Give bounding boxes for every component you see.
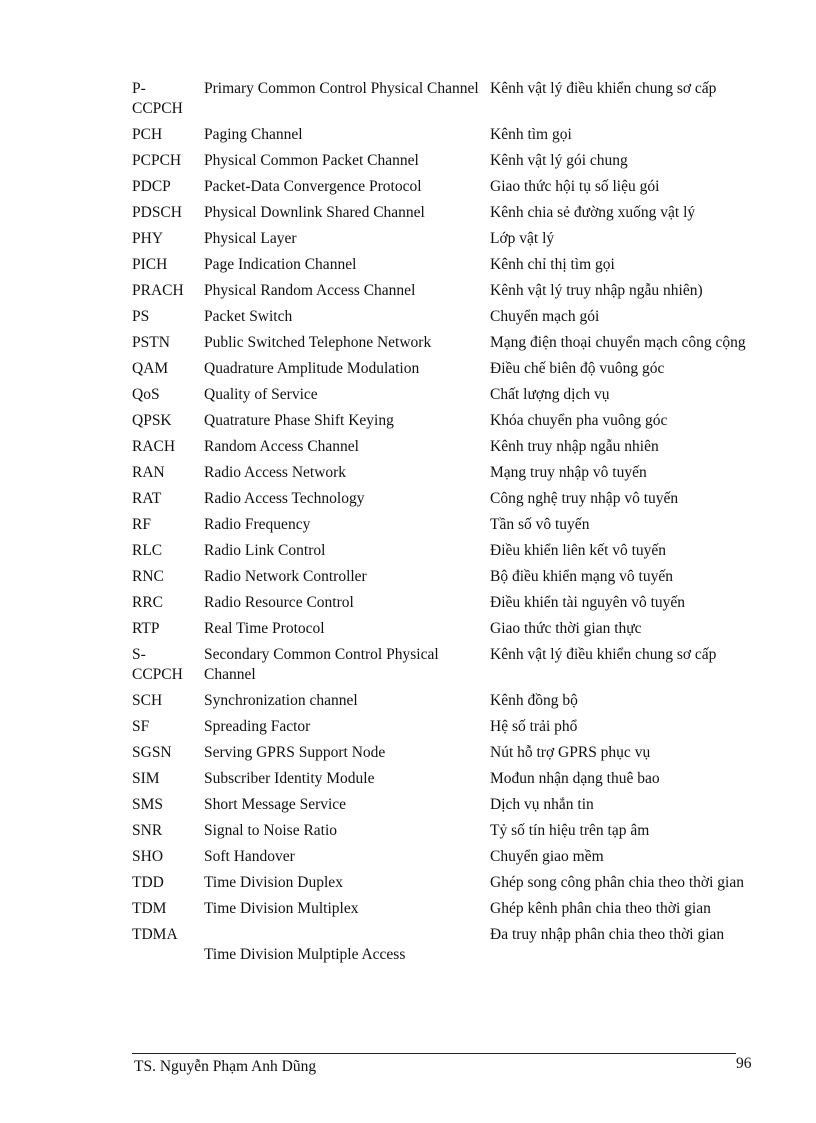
abbreviation-cell: QPSK (132, 412, 172, 429)
abbreviation-cell: PDCP (132, 178, 171, 195)
english-term-cell: Paging Channel (204, 126, 303, 143)
vietnamese-term-cell: Công nghệ truy nhập vô tuyến (490, 490, 679, 507)
vietnamese-term-cell: Đa truy nhập phân chia theo thời gian (490, 926, 725, 943)
vietnamese-term-cell: Điều khiển tài nguyên vô tuyến (490, 594, 685, 611)
vietnamese-term-cell: Khóa chuyển pha vuông góc (490, 412, 668, 429)
english-term-cell: Physical Common Packet Channel (204, 152, 419, 169)
table-row (132, 645, 762, 691)
abbreviation-cell: RTP (132, 620, 160, 637)
abbreviation-cell: PSTN (132, 334, 170, 351)
english-term-cell: Time Division Duplex (204, 874, 343, 891)
abbreviation-cell: TDD (132, 874, 164, 891)
vietnamese-term-cell: Lớp vật lý (490, 230, 555, 247)
table-row (132, 925, 762, 971)
abbreviation-cell: SNR (132, 822, 163, 839)
english-term-cell: Signal to Noise Ratio (204, 822, 338, 839)
abbreviation-cell: SF (132, 718, 150, 735)
table-row (132, 717, 762, 743)
abbreviation-cell: QAM (132, 360, 169, 377)
abbreviation-cell: S- CCPCH (132, 646, 183, 683)
english-term-cell: Radio Frequency (204, 516, 311, 533)
english-term-cell: Radio Link Control (204, 542, 326, 559)
vietnamese-term-cell: Mođun nhận dạng thuê bao (490, 770, 660, 787)
table-row (132, 79, 762, 125)
abbreviation-cell: RRC (132, 594, 164, 611)
abbreviation-cell: PCH (132, 126, 163, 143)
english-term-cell: Short Message Service (204, 796, 347, 813)
abbreviation-cell: SMS (132, 796, 164, 813)
vietnamese-term-cell: Mạng truy nhập vô tuyến (490, 464, 647, 481)
footer-author: TS. Nguyễn Phạm Anh Dũng (134, 1058, 317, 1075)
english-term-cell: Serving GPRS Support Node (204, 744, 386, 761)
abbreviation-cell: PICH (132, 256, 168, 273)
abbreviation-cell: SHO (132, 848, 164, 865)
table-row (132, 177, 762, 203)
english-term-cell: Packet Switch (204, 308, 293, 325)
table-row (132, 307, 762, 333)
vietnamese-term-cell: Kênh chỉ thị tìm gọi (490, 256, 615, 273)
vietnamese-term-cell: Kênh truy nhập ngẫu nhiên (490, 438, 659, 455)
english-term-cell: Spreading Factor (204, 718, 311, 735)
english-term-cell: Quatrature Phase Shift Keying (204, 412, 394, 429)
table-row (132, 281, 762, 307)
table-row (132, 359, 762, 385)
english-term-cell: Radio Network Controller (204, 568, 367, 585)
vietnamese-term-cell: Kênh vật lý điều khiển chung sơ cấp (490, 646, 717, 663)
page-number: 96 (736, 1055, 752, 1072)
vietnamese-term-cell: Kênh tìm gọi (490, 126, 572, 143)
english-term-cell: Synchronization channel (204, 692, 358, 709)
english-term-cell: Soft Handover (204, 848, 295, 865)
table-row (132, 795, 762, 821)
abbreviation-cell: PDSCH (132, 204, 182, 221)
abbreviation-cell: SGSN (132, 744, 172, 761)
table-row (132, 151, 762, 177)
abbreviation-cell: RLC (132, 542, 163, 559)
english-term-cell: Radio Access Network (204, 464, 347, 481)
table-row (132, 899, 762, 925)
abbreviation-cell: P- CCPCH (132, 80, 183, 117)
english-term-cell: Physical Downlink Shared Channel (204, 204, 425, 221)
english-term-cell: Random Access Channel (204, 438, 359, 455)
vietnamese-term-cell: Ghép kênh phân chia theo thời gian (490, 900, 711, 917)
english-term-cell: Packet-Data Convergence Protocol (204, 178, 422, 195)
table-row (132, 255, 762, 281)
english-term-cell: Secondary Common Control Physical Channel (204, 646, 439, 683)
table-row (132, 411, 762, 437)
abbreviation-cell: PRACH (132, 282, 184, 299)
abbreviation-cell: PS (132, 308, 150, 325)
table-row (132, 873, 762, 899)
table-row (132, 125, 762, 151)
table-row (132, 229, 762, 255)
vietnamese-term-cell: Chất lượng dịch vụ (490, 386, 610, 403)
footer-divider (132, 1053, 736, 1054)
vietnamese-term-cell: Bộ điều khiển mạng vô tuyến (490, 568, 673, 585)
abbreviation-cell: SIM (132, 770, 160, 787)
abbreviation-cell: TDM (132, 900, 167, 917)
vietnamese-term-cell: Kênh vật lý truy nhập ngẫu nhiên) (490, 282, 703, 299)
vietnamese-term-cell: Nút hỗ trợ GPRS phục vụ (490, 744, 651, 761)
vietnamese-term-cell: Kênh đồng bộ (490, 692, 578, 709)
vietnamese-term-cell: Tần số vô tuyến (490, 516, 590, 533)
vietnamese-term-cell: Kênh chia sẻ đường xuống vật lý (490, 204, 696, 221)
table-row (132, 593, 762, 619)
table-row (132, 203, 762, 229)
table-row (132, 821, 762, 847)
english-term-cell: Radio Access Technology (204, 490, 365, 507)
table-row (132, 463, 762, 489)
abbreviation-cell: SCH (132, 692, 163, 709)
abbreviation-cell: QoS (132, 386, 160, 403)
abbreviation-cell: PHY (132, 230, 164, 247)
table-row (132, 385, 762, 411)
table-row (132, 489, 762, 515)
english-term-cell: Real Time Protocol (204, 620, 325, 637)
vietnamese-term-cell: Kênh vật lý điều khiển chung sơ cấp (490, 80, 717, 97)
english-term-cell: Time Division Mulptiple Access (204, 946, 406, 963)
vietnamese-term-cell: Điều chế biên độ vuông góc (490, 360, 665, 377)
english-term-cell: Physical Layer (204, 230, 297, 247)
abbreviation-table-body (132, 79, 762, 971)
abbreviation-cell: RAN (132, 464, 165, 481)
abbreviation-cell: TDMA (132, 926, 178, 943)
english-term-cell: Radio Resource Control (204, 594, 354, 611)
abbreviation-cell: RACH (132, 438, 176, 455)
vietnamese-term-cell: Giao thức hội tụ số liệu gói (490, 178, 660, 195)
vietnamese-term-cell: Điều khiển liên kết vô tuyến (490, 542, 667, 559)
english-term-cell: Quadrature Amplitude Modulation (204, 360, 420, 377)
vietnamese-term-cell: Hệ số trải phổ (490, 718, 578, 735)
vietnamese-term-cell: Mạng điện thoại chuyển mạch công cộng (490, 334, 746, 351)
english-term-cell: Primary Common Control Physical Channel (204, 80, 479, 97)
english-term-cell: Public Switched Telephone Network (204, 334, 432, 351)
table-row (132, 567, 762, 593)
english-term-cell: Physical Random Access Channel (204, 282, 416, 299)
table-row (132, 619, 762, 645)
vietnamese-term-cell: Kênh vật lý gói chung (490, 152, 628, 169)
abbreviation-cell: RNC (132, 568, 164, 585)
table-row (132, 333, 762, 359)
table-row (132, 437, 762, 463)
english-term-cell: Quality of Service (204, 386, 318, 403)
table-row (132, 691, 762, 717)
english-term-cell: Page Indication Channel (204, 256, 357, 273)
vietnamese-term-cell: Tỷ số tín hiệu trên tạp âm (490, 822, 650, 839)
table-row (132, 541, 762, 567)
abbreviation-cell: PCPCH (132, 152, 182, 169)
table-row (132, 743, 762, 769)
abbreviation-cell: RAT (132, 490, 162, 507)
english-term-cell: Time Division Multiplex (204, 900, 359, 917)
abbreviation-cell: RF (132, 516, 151, 533)
table-row (132, 847, 762, 873)
vietnamese-term-cell: Chuyển mạch gói (490, 308, 600, 325)
vietnamese-term-cell: Dịch vụ nhắn tin (490, 796, 594, 813)
vietnamese-term-cell: Chuyển giao mềm (490, 848, 604, 865)
vietnamese-term-cell: Giao thức thời gian thực (490, 620, 642, 637)
english-term-cell: Subscriber Identity Module (204, 770, 375, 787)
vietnamese-term-cell: Ghép song công phân chia theo thời gian (490, 874, 744, 891)
abbreviation-table (132, 79, 762, 971)
table-row (132, 769, 762, 795)
table-row (132, 515, 762, 541)
